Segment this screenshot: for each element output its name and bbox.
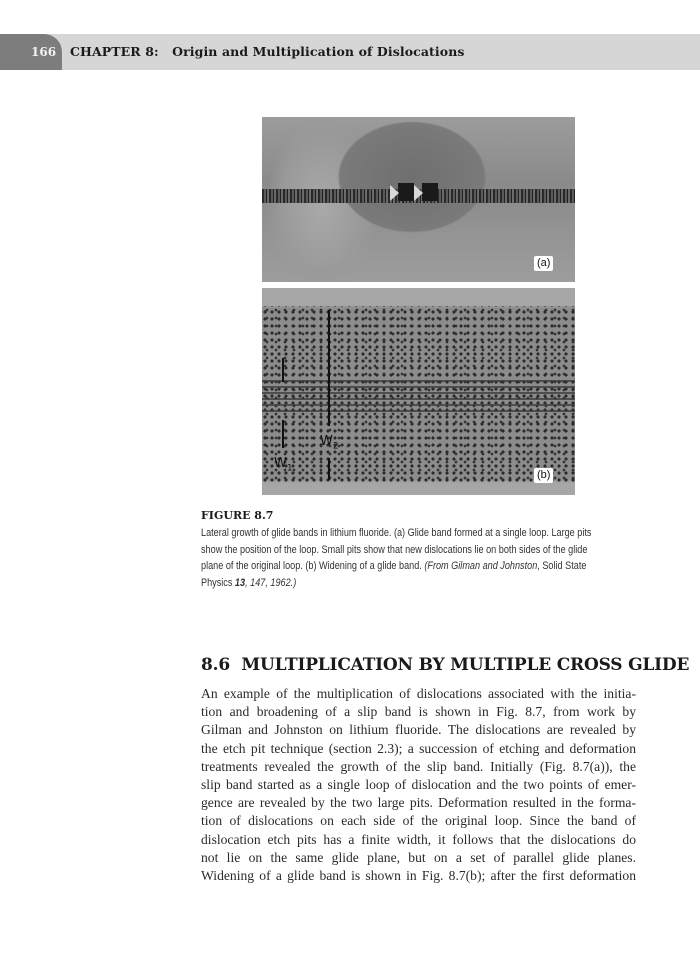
w1-label: $W_1$: [274, 456, 293, 474]
source-journal-cont: Physics: [201, 576, 235, 589]
panel-label-a: (a): [534, 256, 553, 271]
body-line: Widening of a glide band is shown in Fig. 8.7(b); after the first deformation: [201, 868, 636, 884]
body-line: tion of dislocations on each side of the original loop. Since the band of: [201, 813, 636, 829]
caption-line: [201, 558, 631, 575]
source-volume: 13: [234, 576, 246, 589]
body-line: gence are revealed by the two large pits. Deformation resulted in the forma-: [201, 795, 636, 811]
figure-panel-a: [262, 117, 575, 282]
w1-arrow-bottom: [282, 420, 284, 448]
body-line: tion and broadening of a slip band is shown in Fig. 8.7, from work by: [201, 704, 636, 720]
body-line: dislocation etch pits has a finite width, it follows that the dislocations do: [201, 831, 636, 847]
page-number: 166: [31, 45, 57, 59]
w2-label: $W_2$: [320, 434, 339, 452]
body-line: Gilman and Johnston on lithium fluoride. The dislocations are revealed by: [201, 722, 636, 738]
figure-caption: [201, 525, 631, 591]
body-line: An example of the multiplication of dislocations associated with the initia-: [201, 686, 636, 701]
body-line: the etch pit technique (section 2.3); a succession of etching and deformation: [201, 740, 636, 756]
w1-arrow-top: [282, 358, 284, 382]
figure-title: FIGURE 8.7: [201, 509, 274, 522]
clear-region: [262, 288, 575, 306]
body-line: not lie on the same glide plane, but on a set of parallel glide planes.: [201, 849, 636, 865]
source-pages-year: , 147, 1962.): [245, 576, 297, 589]
panel-label-b: (b): [534, 468, 553, 483]
original-glide-band: [262, 380, 575, 414]
figure-panel-b: [262, 288, 575, 495]
large-etch-pit: [422, 183, 438, 201]
section-heading: 8.6 MULTIPLICATION BY MULTIPLE CROSS GLIDE: [201, 655, 690, 675]
body-line: slip band started as a single loop of dislocation and the two points of emer-: [201, 777, 636, 793]
w2-arrow-bottom: [328, 458, 330, 480]
w2-arrow: [328, 310, 330, 426]
source-authors: (From Gilman and Johnston: [424, 560, 538, 572]
caption-text: plane of the original loop. (b) Widening of a glide band.: [201, 560, 425, 572]
body-paragraph: [201, 685, 636, 885]
caption-line: show the position of the loop. Small pits show that new dislocations lie on both sides of the glide: [201, 543, 588, 556]
source-journal: , Solid State: [537, 560, 587, 572]
chapter-title: CHAPTER 8: Origin and Multiplication of Dislocations: [70, 44, 465, 59]
large-etch-pit: [398, 183, 414, 201]
caption-line: [201, 575, 631, 592]
body-line: treatments revealed the growth of the slip band. Initially (Fig. 8.7(a)), the: [201, 758, 636, 774]
clear-region: [262, 483, 575, 495]
caption-line: Lateral growth of glide bands in lithium fluoride. (a) Glide band formed at a single loop. Large pits: [201, 527, 592, 539]
